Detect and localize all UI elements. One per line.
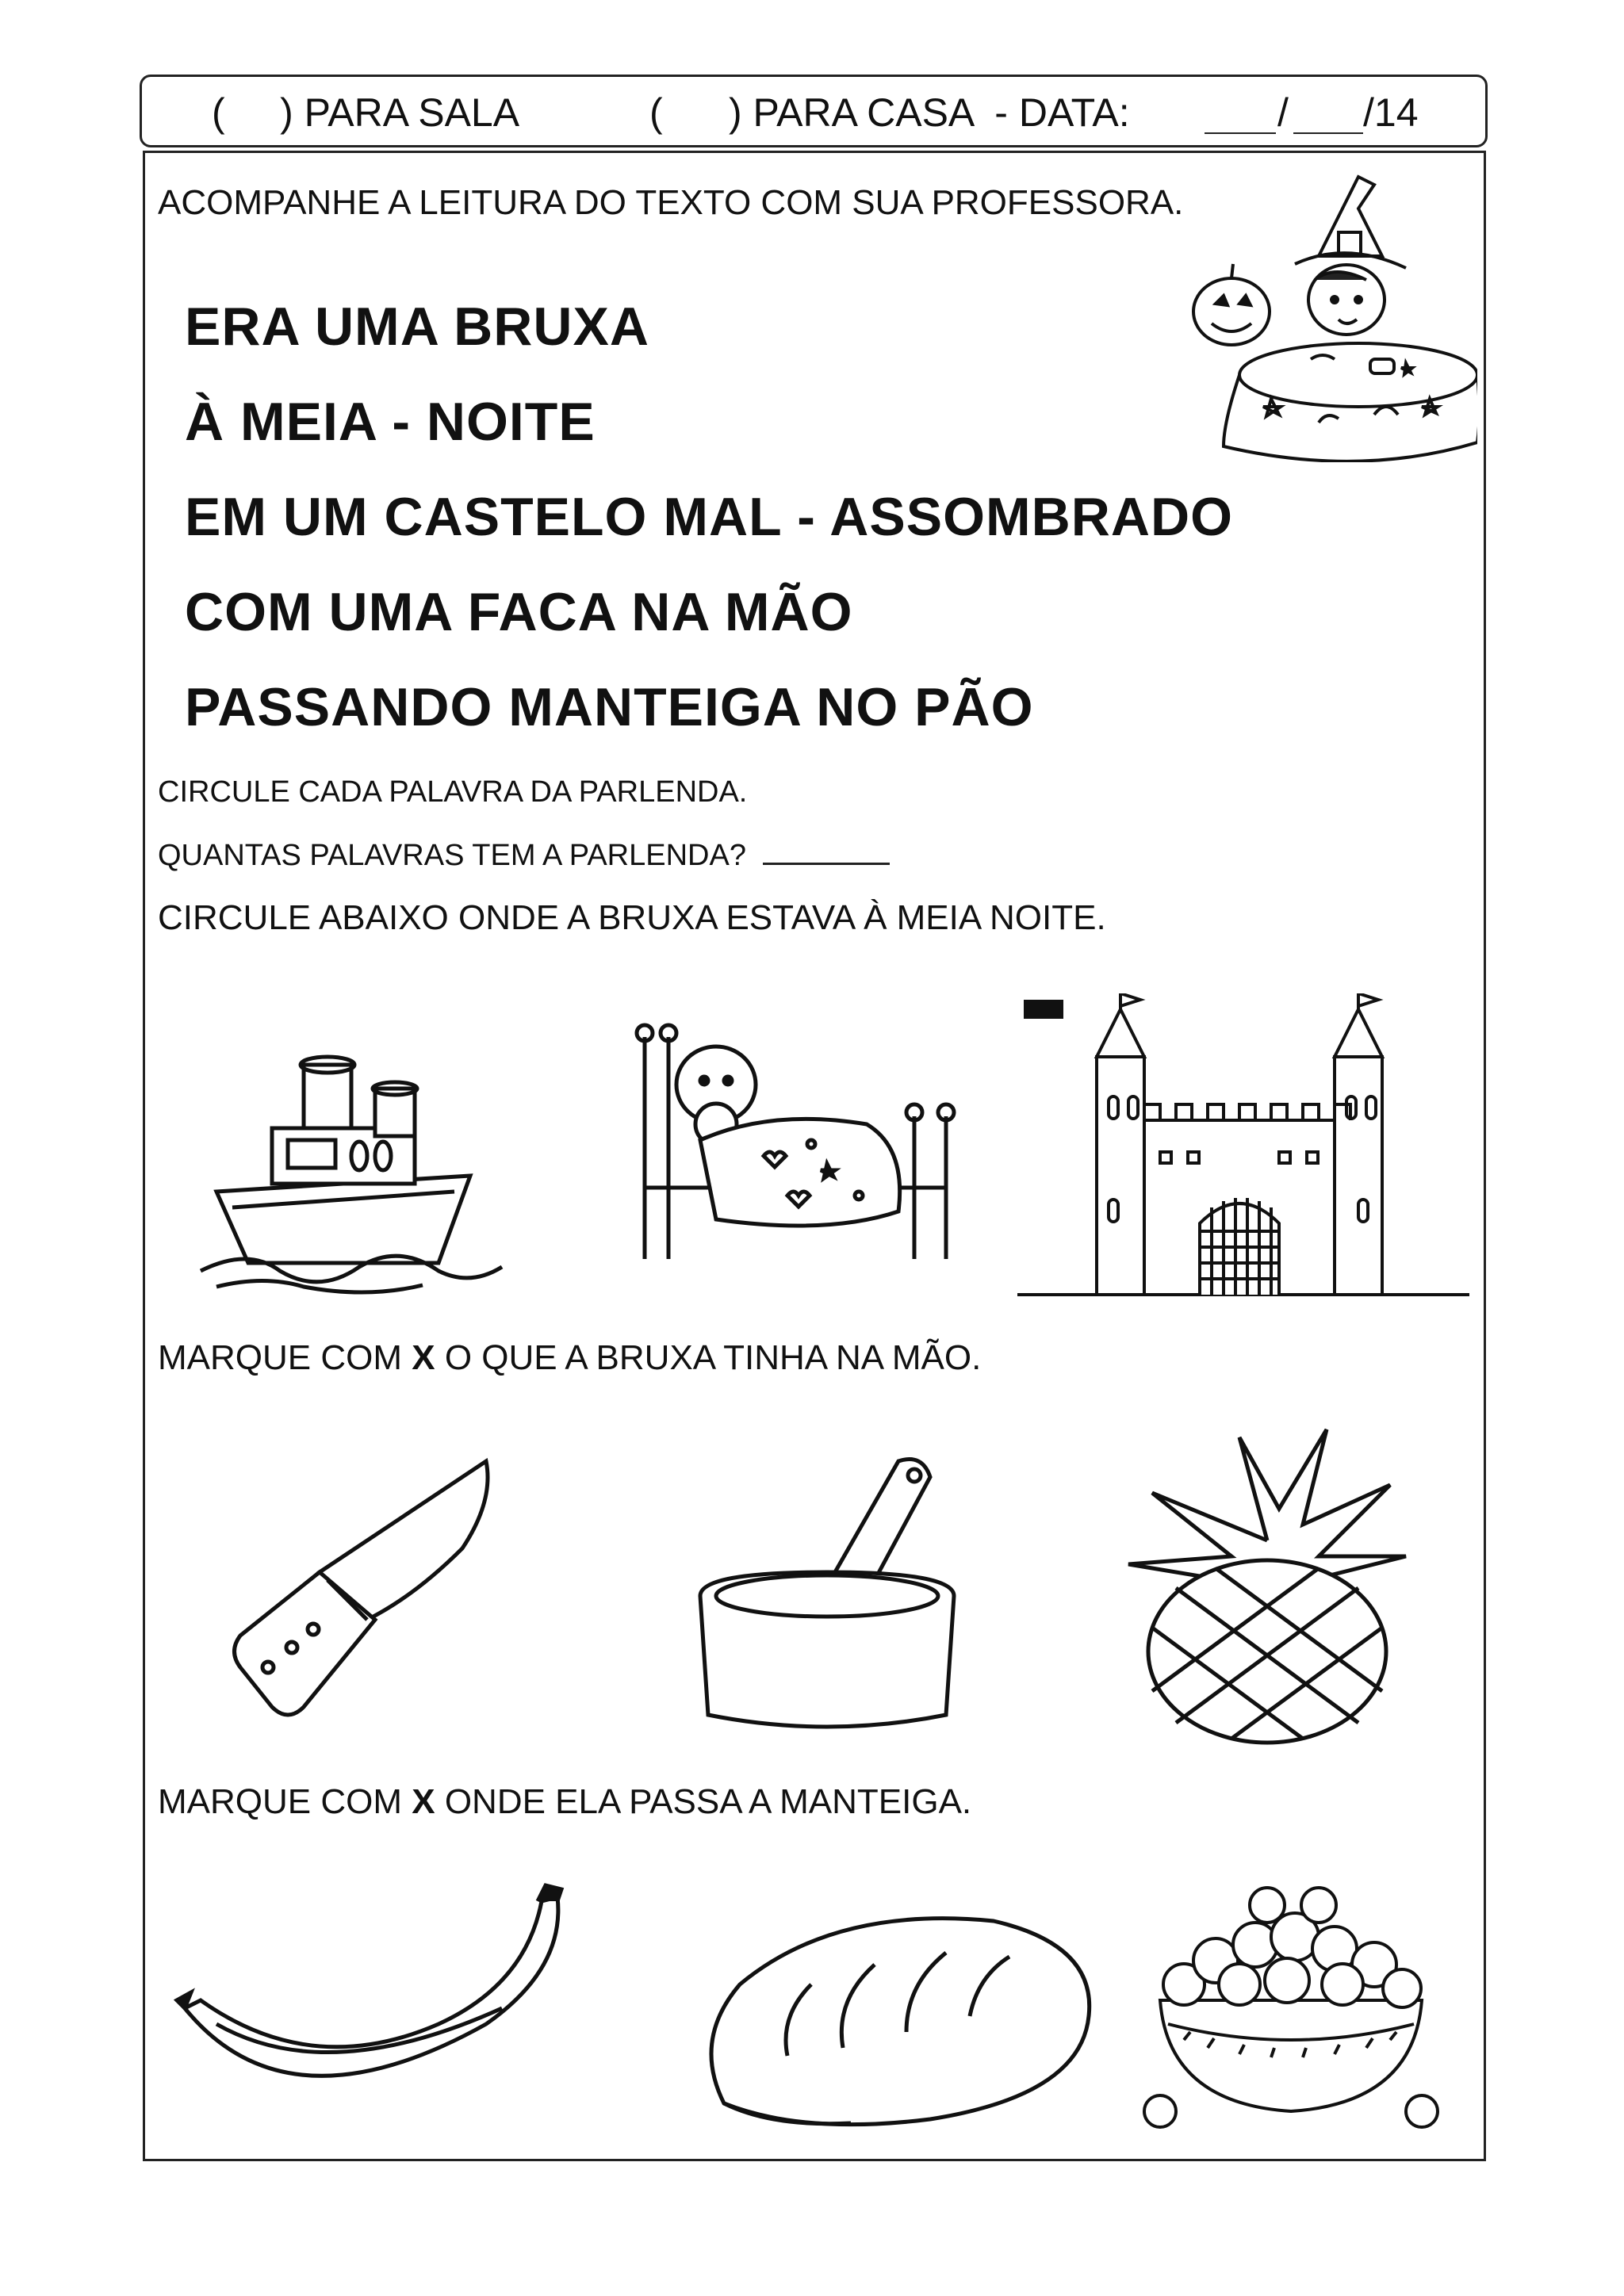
knife-icon[interactable] [224, 1453, 510, 1723]
mark-butter-suffix: ONDE ELA PASSA A MANTEIGA. [435, 1782, 972, 1821]
bread-icon[interactable] [692, 1897, 1105, 2135]
count-words-label: QUANTAS PALAVRAS TEM A PARLENDA? [158, 839, 746, 872]
poem-line-1: ERA UMA BRUXA [185, 297, 649, 357]
para-casa-label: ( ) PARA CASA - DATA: [649, 90, 1130, 135]
count-words-answer-blank[interactable] [763, 839, 890, 865]
header-box [140, 75, 1488, 147]
circle-words-instruction: CIRCULE CADA PALAVRA DA PARLENDA. [158, 775, 748, 809]
mark-hand-prefix: MARQUE COM [158, 1338, 412, 1377]
mark-hand-x: X [412, 1338, 435, 1377]
poem-line-2: À MEIA - NOITE [185, 392, 596, 452]
date-slash: / [1277, 90, 1289, 135]
pan-icon[interactable] [692, 1445, 962, 1747]
circle-where-instruction: CIRCULE ABAIXO ONDE A BRUXA ESTAVA À MEIA NOITE. [158, 898, 1106, 937]
poem-line-4: COM UMA FACA NA MÃO [185, 582, 853, 642]
para-sala-label: ( ) PARA SALA [212, 90, 520, 135]
mark-butter-x: X [412, 1782, 435, 1821]
castle-icon[interactable] [1017, 993, 1469, 1303]
count-words-question [158, 839, 890, 873]
pineapple-icon[interactable] [1120, 1422, 1414, 1747]
date-year: /14 [1363, 90, 1419, 135]
date-day-blank[interactable] [1205, 101, 1276, 134]
ship-icon[interactable] [185, 1033, 518, 1295]
mark-butter-prefix: MARQUE COM [158, 1782, 412, 1821]
date-month-blank[interactable] [1293, 101, 1363, 134]
bed-icon[interactable] [629, 1005, 962, 1275]
witch-icon [1176, 161, 1477, 462]
mark-hand-instruction [158, 1338, 981, 1378]
read-along-instruction: ACOMPANHE A LEITURA DO TEXTO COM SUA PROFESSORA. [158, 183, 1184, 222]
worksheet-box [143, 151, 1486, 2161]
poem-line-5: PASSANDO MANTEIGA NO PÃO [185, 677, 1034, 737]
banana-icon[interactable] [169, 1881, 597, 2135]
mark-butter-instruction [158, 1782, 971, 1822]
popcorn-icon[interactable] [1136, 1873, 1446, 2143]
poem-line-3: EM UM CASTELO MAL - ASSOMBRADO [185, 487, 1233, 547]
mark-hand-suffix: O QUE A BRUXA TINHA NA MÃO. [435, 1338, 982, 1377]
